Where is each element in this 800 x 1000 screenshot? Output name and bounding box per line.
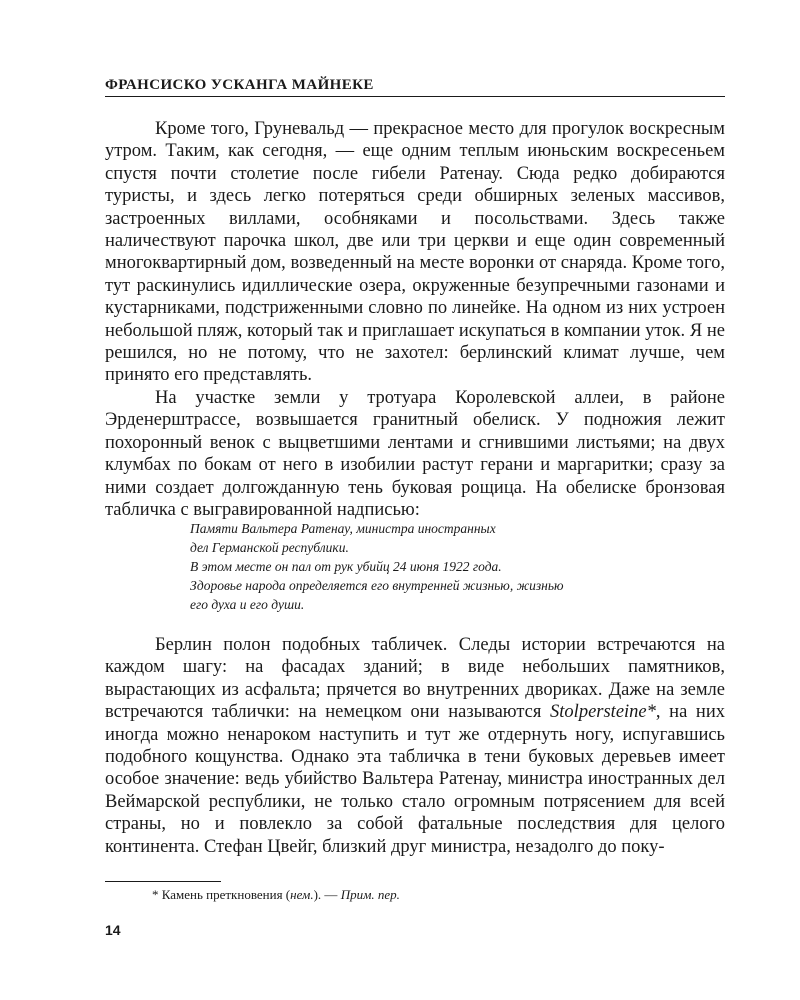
- header-rule: [105, 96, 725, 97]
- paragraph-2: На участке земли у тротуара Королевской аллеи, в районе Эрденерштрассе, возвышается гранитный обелиск. У подножия лежит похоронный венок с выцветшими лентами и сгнившими листьями; на двух клумбах по бокам от него в изобилии растут герани и маргаритки; сразу за ними создает долгожданную тень буковая рощица. На обелиске бронзовая табличка с выгравированной надписью:: [105, 387, 725, 520]
- footnote-language: нем.: [290, 887, 314, 902]
- inscription-line: В этом месте он пал от рук убийц 24 июня 1922 года.: [190, 559, 502, 574]
- paragraph-1: Кроме того, Груневальд — прекрасное место для прогулок воскресным утром. Таким, как сегодня, — еще одним теплым июньским воскресеньем спустя почти столетие после гибели Ратенау. Сюда редко добираются туристы, и здесь легко потеряться среди обширных зеленых массивов, застроенных виллами, особняками и посольствами. Здесь также наличествуют парочка школ, две или три церкви и еще один современный многоквартирный дом, возведенный на месте воронки от снаряда. Кроме того, тут раскинулись идиллические озера, окруженные безупречными газонами и кустарниками, подстриженными словно по линейке. На одном из них устроен небольшой пляж, который так и приглашает искупаться в компании уток. Я не решился, но не потому, что не захотел: берлинский климат лучше, чем принято его представлять.: [105, 119, 725, 386]
- plaque-inscription: [190, 519, 690, 614]
- footnote: [152, 886, 712, 903]
- footnote-rule: [105, 881, 221, 882]
- paragraph-3: [105, 634, 725, 858]
- inscription-line: его духа и его души.: [190, 597, 305, 612]
- body-text-bottom: [105, 634, 725, 858]
- footnote-translator-note: Прим. пер.: [340, 887, 400, 902]
- paragraph-3-end: , на них иногда можно ненароком наступить и тут же отдернуть ногу, испугавшись подобного кощунства. Однако эта табличка в тени буковых деревьев имеет особое значение: ведь убийство Вальтера Ратенау, министра иностранных дел Веймарской республики, не только стало огромным потрясением для всей страны, но и повлекло за собой фатальные последствия для целого континента. Стефан Цвейг, близкий друг министра, незадолго до поку-: [105, 702, 725, 857]
- paragraph-3-start: Берлин полон подобных табличек. Следы истории встречаются на каждом шагу: на фасадах зданий; в виде небольших памятников, вырастающих из асфальта; прячется во внутренних двориках. Даже на земле встречаются таблички: на немецком они называются: [105, 635, 725, 723]
- page-number: 14: [105, 922, 121, 938]
- inscription-line: Памяти Вальтера Ратенау, министра иностранных: [190, 521, 496, 536]
- body-text-top: [105, 118, 725, 521]
- footnote-middle: ). —: [313, 887, 341, 902]
- footnote-prefix: * Камень преткновения (: [152, 887, 291, 902]
- stolpersteine-term: Stolpersteine*: [550, 702, 656, 723]
- inscription-line: Здоровье народа определяется его внутренней жизнью, жизнью: [190, 578, 564, 593]
- inscription-line: дел Германской республики.: [190, 540, 349, 555]
- running-head: ФРАНСИСКО УСКАНГА МАЙНЕКЕ: [105, 77, 374, 93]
